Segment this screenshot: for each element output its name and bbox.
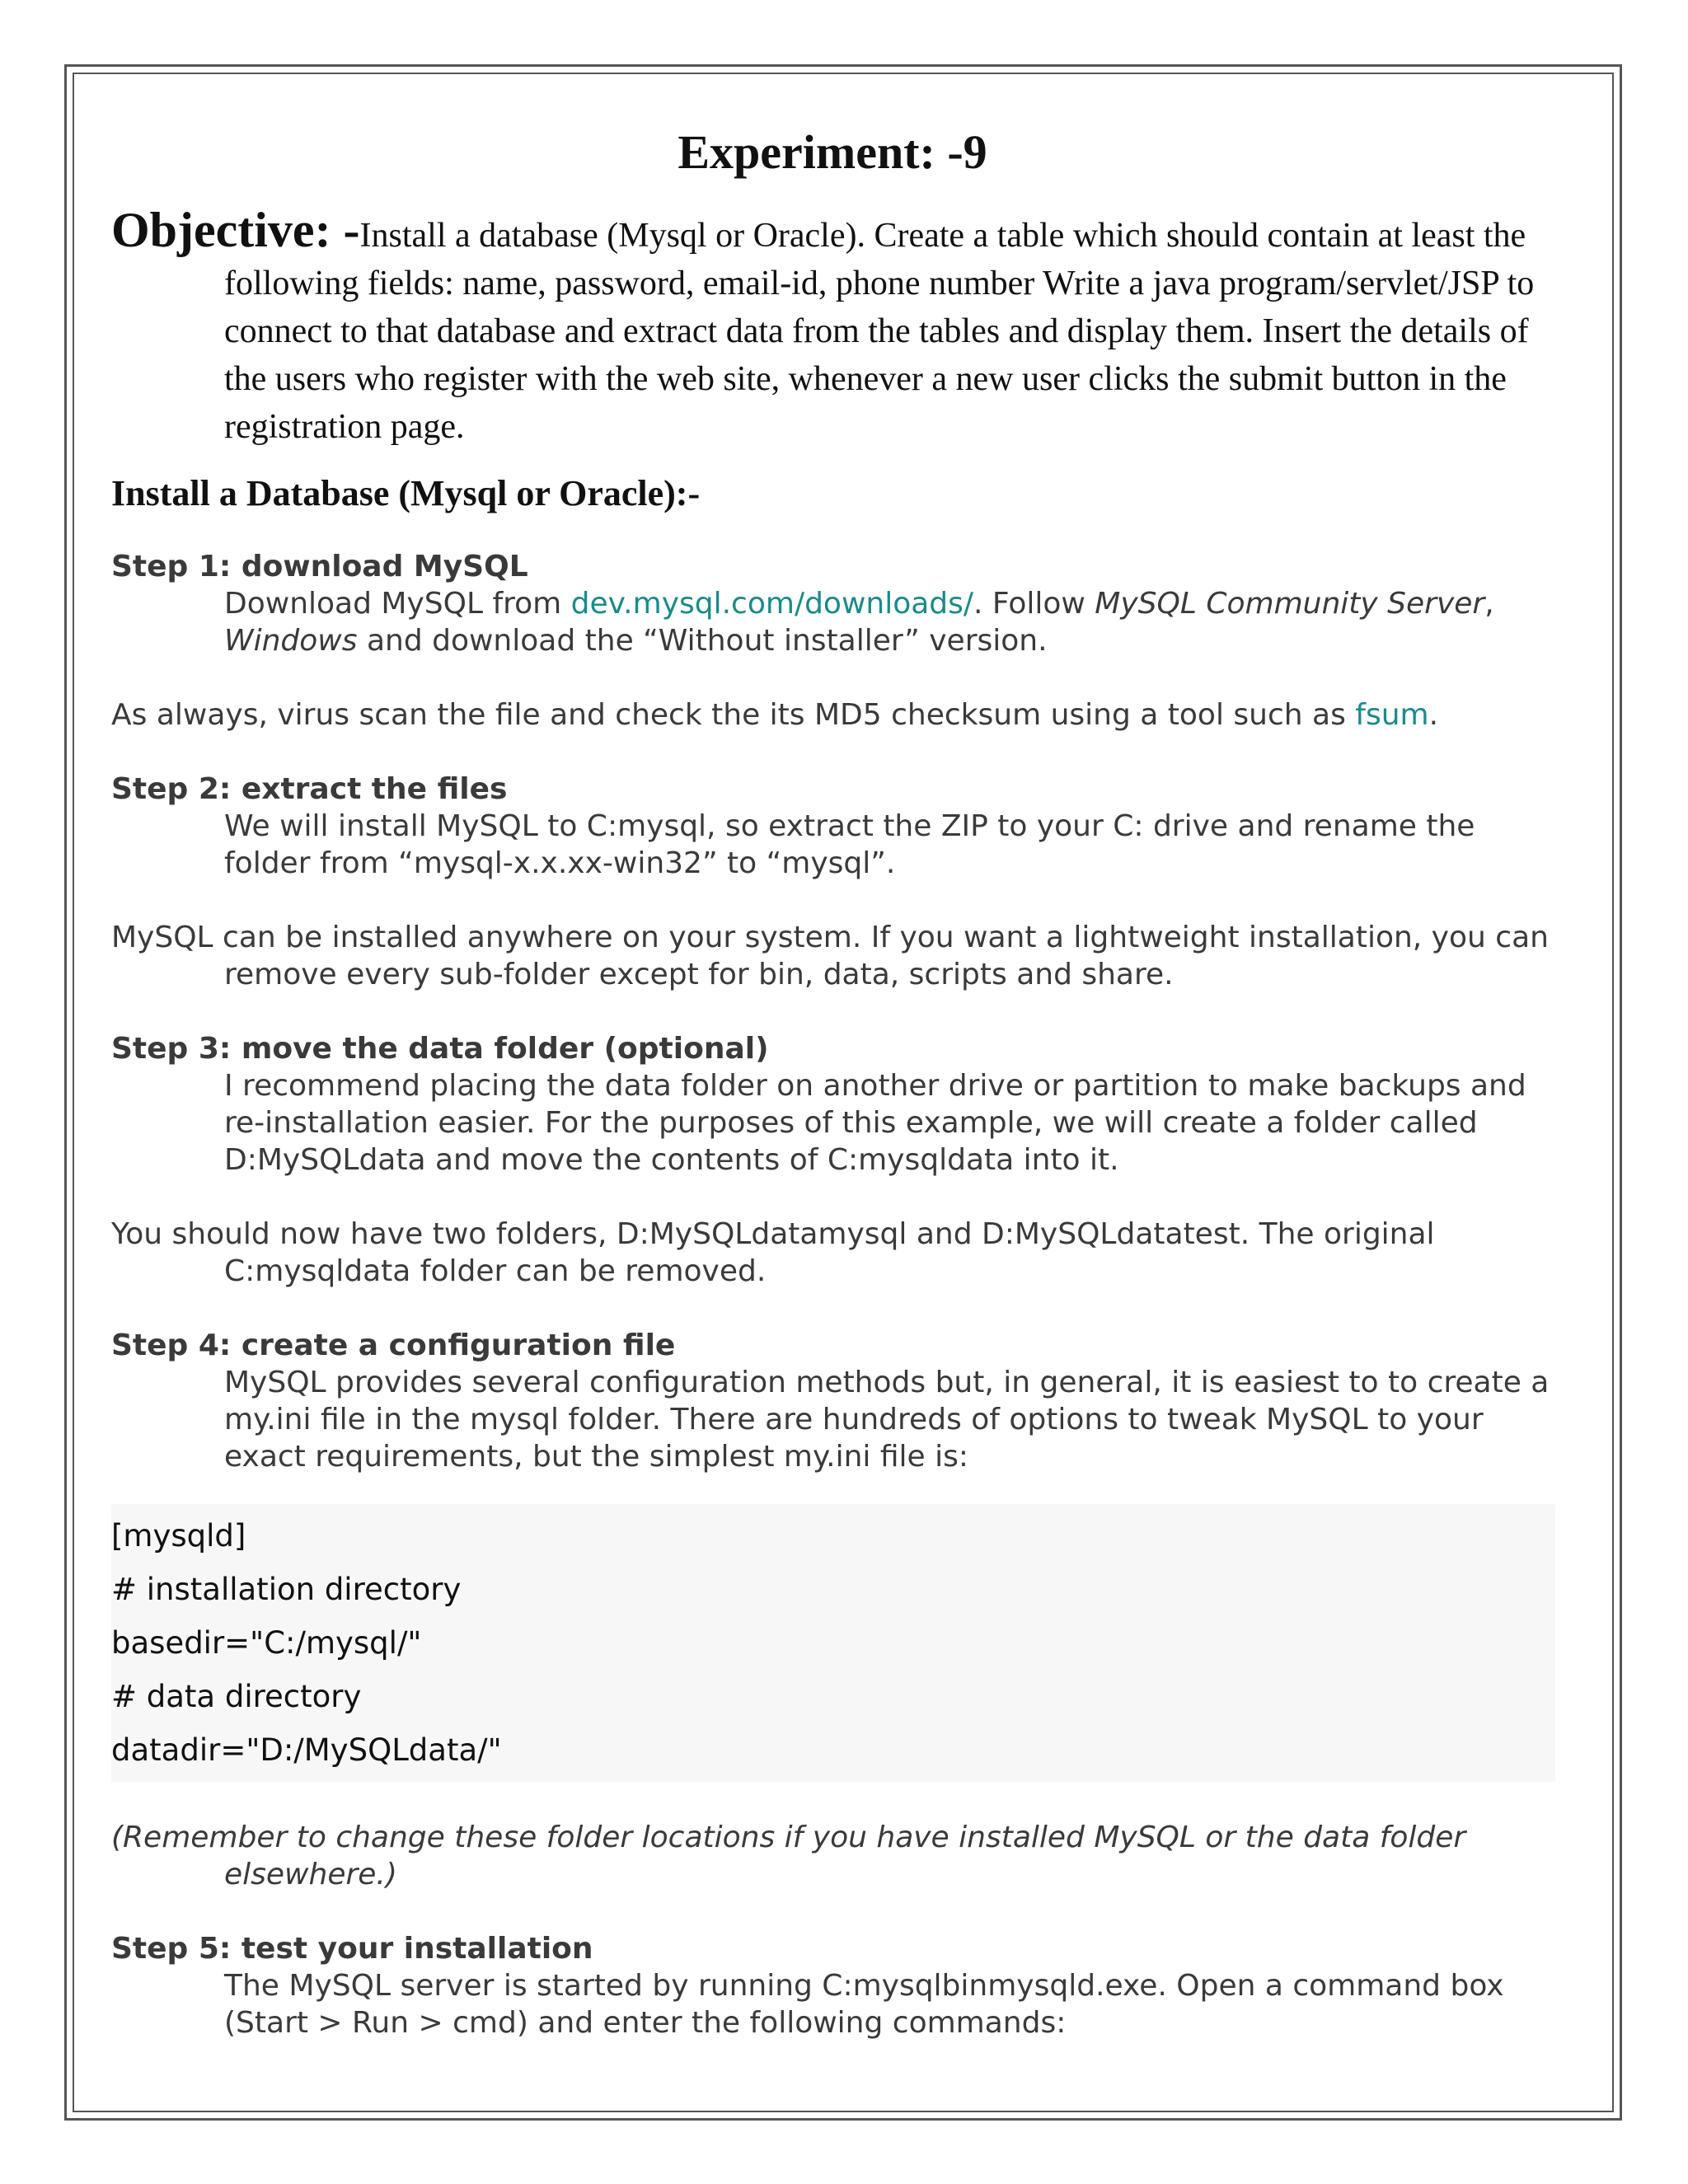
objective-paragraph (111, 202, 1554, 451)
step-1-emphasis: Windows (224, 624, 358, 658)
step-2 (111, 771, 1554, 882)
config-code-block (111, 1504, 1555, 1782)
code-line: basedir="C:/mysql/" (111, 1625, 422, 1661)
reminder-note: (Remember to change these folder locations if you have installed MySQL or the data folder elsewhere.) (111, 1821, 1466, 1892)
code-line: datadir="D:/MySQLdata/" (111, 1732, 502, 1769)
step-2-text: We will install MySQL to C:mysql, so extract the ZIP to your C: drive and rename the folder from “mysql-x.x.xx-win32” to “mysql”. (224, 809, 1475, 881)
code-line: # installation directory (111, 1572, 462, 1608)
step-1-text (111, 585, 1554, 659)
step-1-text-part: Download MySQL from (224, 587, 571, 621)
step-1-text-part: and download the “Without installer” version. (357, 624, 1048, 658)
step-4-title: Step 4: create a configuration file (111, 1329, 676, 1363)
objective-text: Install a database (Mysql or Oracle). Create a table which should contain at least the following fields: name, password, email-id, phone number Write a java program/servlet/JSP to connect to that database and extract data from the tables and display them. Insert the details of the users who register with the web site, whenever a new user clicks the submit button in the registration page. (224, 216, 1535, 446)
step-4 (111, 1327, 1554, 1475)
step-1-text-part: , (1484, 587, 1494, 621)
step-3 (111, 1030, 1554, 1179)
code-line: # data directory (111, 1679, 362, 1715)
step-5-title: Step 5: test your installation (111, 1932, 593, 1966)
install-location-paragraph: MySQL can be installed anywhere on your system. If you want a lightweight installation, you can remove every sub-folder except for bin, data, scripts and share. (111, 921, 1549, 992)
step-3-text: I recommend placing the data folder on another drive or partition to make backups and re-installation easier. For the purposes of this example, we will create a folder called D:MySQLdata and move the contents of C:mysqldata into it. (224, 1069, 1526, 1178)
mysql-downloads-link[interactable]: dev.mysql.com/downloads/ (570, 587, 974, 621)
step-1-title: Step 1: download MySQL (111, 550, 528, 584)
fsum-link[interactable]: fsum (1355, 698, 1429, 733)
step-3-title: Step 3: move the data folder (optional) (111, 1032, 769, 1066)
code-line: [mysqld] (111, 1518, 246, 1554)
section-heading: Install a Database (Mysql or Oracle):- (111, 472, 701, 513)
step-1-text-part: . Follow (973, 587, 1095, 621)
paragraph-text: As always, virus scan the file and check the its MD5 checksum using a tool such as (111, 698, 1356, 733)
step-4-text: MySQL provides several configuration methods but, in general, it is easiest to to create a my.ini file in the mysql folder. There are hundreds of options to tweak MySQL to your exact requirements, but the simplest my.ini file is: (224, 1366, 1550, 1474)
folders-paragraph: You should now have two folders, D:MySQLdatamysql and D:MySQLdatatest. The original C:mysqldata folder can be removed. (111, 1217, 1435, 1289)
paragraph-text: . (1428, 698, 1439, 733)
virus-scan-paragraph (111, 696, 1554, 733)
step-2-title: Step 2: extract the files (111, 772, 508, 807)
step-1-emphasis: MySQL Community Server (1095, 587, 1485, 621)
document-body (111, 124, 1554, 2079)
step-5-text: The MySQL server is started by running C:mysqlbinmysqld.exe. Open a command box (Start > Run > cmd) and enter the following commands: (224, 1969, 1504, 2041)
step-5 (111, 1930, 1554, 2041)
objective-label: Objective: - (111, 202, 360, 257)
step-1 (111, 548, 1554, 659)
page-title: Experiment: -9 (678, 125, 987, 179)
